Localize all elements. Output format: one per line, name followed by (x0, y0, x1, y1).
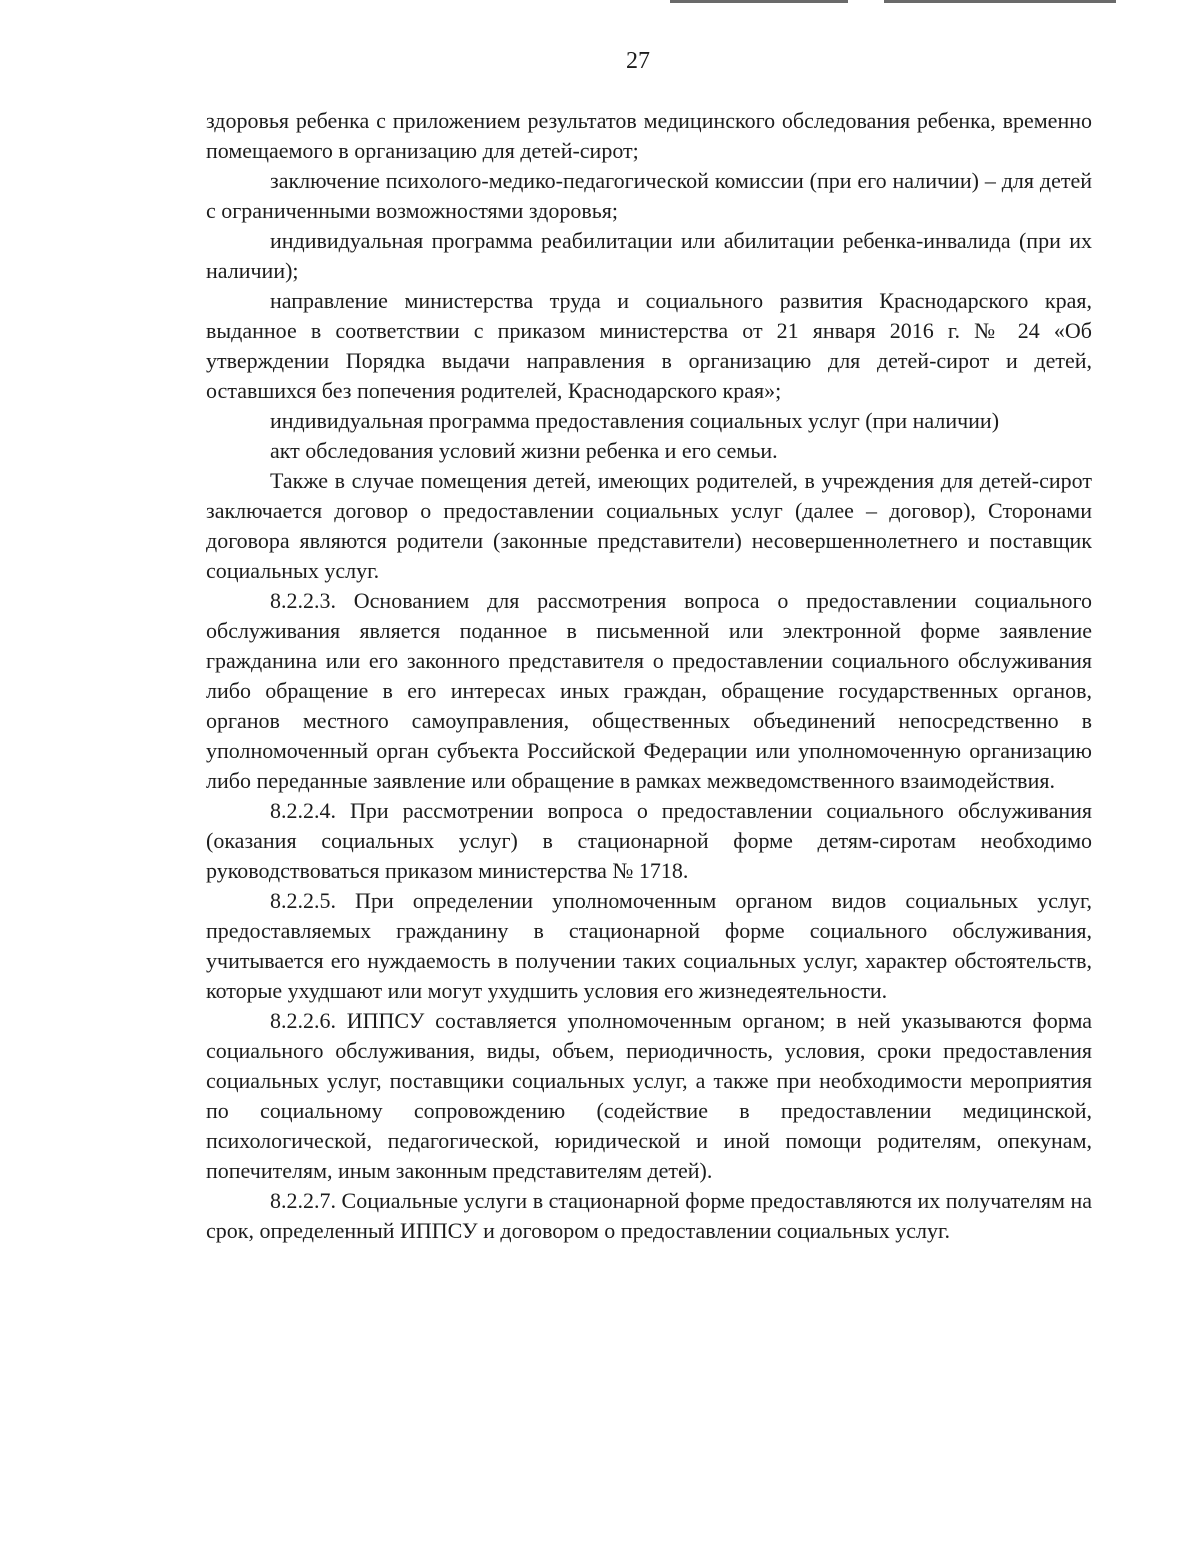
paragraph-ministry-referral: направление министерства труда и социального развития Краснодарского края, выданное в соответствии с приказом министерства от 21 января 2016 г. № 24 «Об утверждении Порядка выдачи направления в организацию для детей-сирот и детей, оставшихся без попечения родителей, Краснодарского края»; (206, 288, 1092, 403)
paragraph-social-services-program: индивидуальная программа предоставления социальных услуг (при наличии) (270, 408, 1000, 433)
paragraph-continuation: здоровья ребенка с приложением результатов медицинского обследования ребенка, временно помещаемого в организацию для детей-сирот; (206, 108, 1092, 163)
paragraph-8-2-2-3: 8.2.2.3. Основанием для рассмотрения вопроса о предоставлении социального обслуживания является поданное в письменной или электронной форме заявление гражданина или его законного представителя о предоставлении социального обслуживания либо обращение в его интересах иных граждан, обращение государственных органов, органов местного самоуправления, общественных объединений непосредственно в уполномоченный орган субъекта Российской Федерации или уполномоченную организацию либо переданные заявление или обращение в рамках межведомственного взаимодействия. (206, 588, 1092, 793)
document-body (206, 106, 1092, 1246)
scan-artifact-line (884, 0, 1116, 3)
paragraph-8-2-2-4: 8.2.2.4. При рассмотрении вопроса о предоставлении социального обслуживания (оказания социальных услуг) в стационарной форме детям-сиротам необходимо руководствоваться приказом министерства № 1718. (206, 798, 1092, 883)
paragraph-8-2-2-5: 8.2.2.5. При определении уполномоченным органом видов социальных услуг, предоставляемых гражданину в стационарной форме социального обслуживания, учитывается его нуждаемость в получении таких социальных услуг, характер обстоятельств, которые ухудшают или могут ухудшить условия его жизнедеятельности. (206, 888, 1092, 1003)
scan-artifact-line (670, 0, 848, 3)
paragraph-commission-conclusion: заключение психолого-медико-педагогической комиссии (при его наличии) – для детей с ограниченными возможностями здоровья; (206, 168, 1092, 223)
paragraph-rehabilitation-program: индивидуальная программа реабилитации или абилитации ребенка-инвалида (при их наличии); (206, 228, 1092, 283)
paragraph-contract: Также в случае помещения детей, имеющих родителей, в учреждения для детей-сирот заключается договор о предоставлении социальных услуг (далее – договор), Сторонами договора являются родители (законные представители) несовершеннолетнего и поставщик социальных услуг. (206, 468, 1092, 583)
paragraph-8-2-2-6: 8.2.2.6. ИППСУ составляется уполномоченным органом; в ней указываются форма социального обслуживания, виды, объем, периодичность, условия, сроки предоставления социальных услуг, поставщики социальных услуг, а также при необходимости мероприятия по социальному сопровождению (содействие в предоставлении медицинской, психологической, педагогической, юридической и иной помощи родителям, опекунам, попечителям, иным законным представителям детей). (206, 1008, 1092, 1183)
paragraph-8-2-2-7: 8.2.2.7. Социальные услуги в стационарной форме предоставляются их получателям на срок, определенный ИППСУ и договором о предоставлении социальных услуг. (206, 1188, 1092, 1243)
page-number: 27 (626, 48, 650, 74)
paragraph-living-conditions-act: акт обследования условий жизни ребенка и его семьи. (270, 438, 778, 463)
